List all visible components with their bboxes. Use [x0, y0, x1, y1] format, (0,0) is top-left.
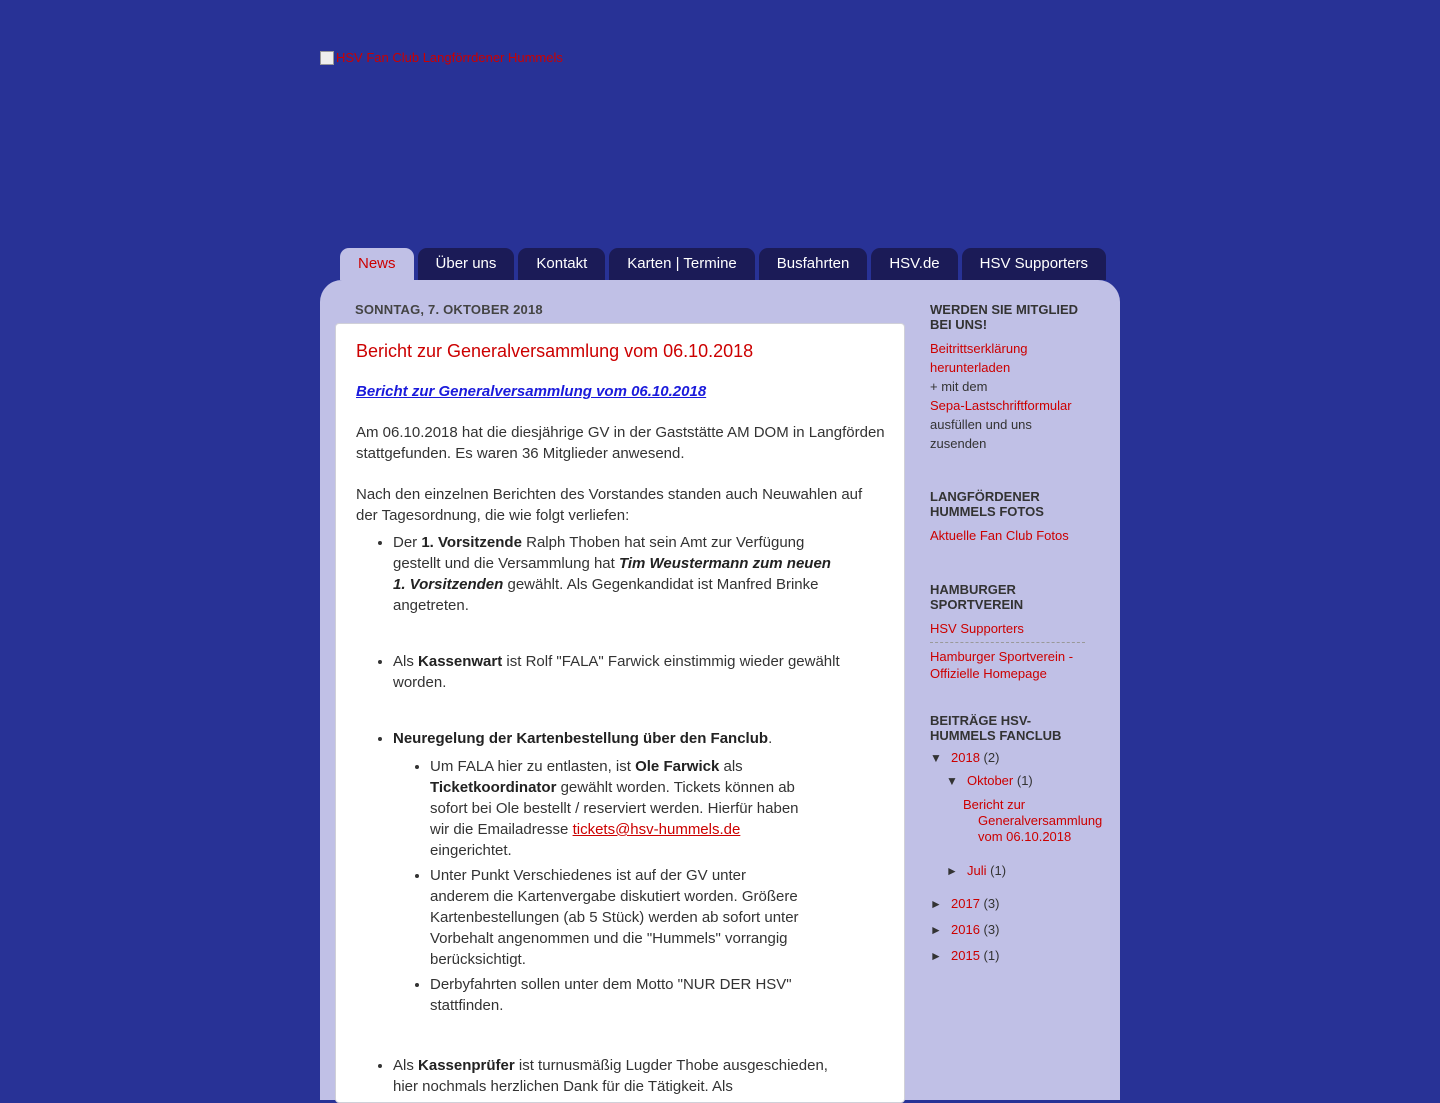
archive-year-2016: ► 2016 (3) — [930, 917, 1090, 943]
archive-year-link[interactable]: 2017 — [951, 896, 980, 911]
list-item-chairman: • Der 1. Vorsitzende Ralph Thoben hat sein Amt zur Verfügung gestellt und die Versammlung hat Tim Weustermann zum neuen 1. Vorsitzenden gewählt. Als Gegenkandidat ist Manfred Brinke angetreten. — [393, 532, 843, 616]
expand-toggle-icon[interactable]: ► — [946, 864, 958, 878]
archive-month-oktober: ▼ Oktober (1) — [930, 771, 1090, 791]
sidebar-photos — [930, 489, 1090, 545]
blog-post — [335, 323, 905, 1103]
list-item-derby-trips: • Derbyfahrten sollen unter dem Motto "NUR DER HSV" stattfinden. — [430, 974, 800, 1016]
sepa-form-link[interactable]: Sepa-Lastschriftformular — [930, 398, 1072, 413]
post-paragraph-intro: Am 06.10.2018 hat die diesjährige GV in der Gaststätte AM DOM in Langförden stattgefunden. Es waren 36 Mitglieder anwesend. — [356, 424, 885, 462]
post-report-link[interactable]: Bericht zur Generalversammlung vom 06.10.2018 — [356, 383, 707, 400]
tab-kontakt[interactable]: Kontakt — [518, 248, 605, 280]
expand-toggle-icon[interactable]: ► — [930, 923, 942, 937]
list-item-treasurer: • Als Kassenwart ist Rolf "FALA" Farwick einstimmig wieder gewählt worden. — [393, 651, 843, 693]
list-item-ticket-coordinator: • Um FALA hier zu entlasten, ist Ole Farwick als Ticketkoordinator gewählt worden. Tickets können ab sofort bei Ole bestellt / reserviert werden. Hierfür haben wir die Emailadresse tickets@hsv-hummels.de eingerichtet. — [430, 756, 800, 861]
tab-news[interactable]: News — [340, 248, 414, 280]
elections-list — [356, 532, 886, 1097]
membership-heading: WERDEN SIE MITGLIED BEI UNS! — [930, 302, 1079, 332]
list-item-ticket-allocation: • Unter Punkt Verschiedenes ist auf der GV unter anderem die Kartenvergabe diskutiert worden. Größere Kartenbestellungen (ab 5 Stück) werden ab sofort unter Vorbehalt angenommen und die "Hummels" vorrangig berücksichtigt. — [430, 865, 800, 970]
post-paragraph-elections: Nach den einzelnen Berichten des Vorstandes standen auch Neuwahlen auf der Tagesordnung, die wie folgt verliefen: — [356, 486, 863, 524]
tab-hsv-de[interactable]: HSV.de — [871, 248, 957, 280]
archive-post-link[interactable]: Bericht zur Generalversammlung vom 06.10.2018 — [963, 797, 1103, 844]
post-title[interactable]: Bericht zur Generalversammlung vom 06.10.2018 — [356, 341, 754, 361]
list-item-ticket-rules: • Neuregelung der Kartenbestellung über den Fanclub. • Um FALA hier zu entlasten, ist Ole Farwick als Ticketkoordinator gewählt worden. Tickets können ab sofort bei Ole bestellt / reserviert werden. Hierfür haben wir die Emailadresse tickets@hsv-hummels.de eingerichtet. • Unter Punkt Verschiedenes ist auf der GV unter anderem die Kartenvergabe diskutiert worden. Größere Kartenbestellungen (ab 5 Stück) werden ab sofort unter Vorbehalt angenommen und die "Hummels" vorrangig berücksichtigt. • Derbyfahrten sollen unter dem Motto "NUR DER HSV" stattfinden. — [393, 728, 843, 1016]
tickets-email-link[interactable]: tickets@hsv-hummels.de — [572, 821, 741, 838]
header-logo-image[interactable] — [320, 50, 563, 65]
tab-karten-termine[interactable]: Karten | Termine — [609, 248, 755, 280]
sidebar-archive — [930, 713, 1103, 969]
archive-year-2017: ► 2017 (3) — [930, 891, 1090, 917]
archive-month-juli: ► Juli (1) — [930, 858, 1090, 884]
expand-toggle-icon[interactable]: ► — [930, 897, 942, 911]
archive-year-link[interactable]: 2015 — [951, 948, 980, 963]
broken-image-icon — [320, 51, 334, 65]
archive-post-item — [930, 797, 1103, 845]
archive-heading: BEITRÄGE HSV-HUMMELS FANCLUB — [930, 713, 1062, 743]
archive-year-2015: ► 2015 (1) — [930, 943, 1090, 969]
main-navigation — [340, 248, 1106, 280]
archive-month-link[interactable]: Juli — [967, 863, 987, 878]
list-item-auditor: • Als Kassenprüfer ist turnusmäßig Lugder Thobe ausgeschieden, hier nochmals herzlichen Dank für die Tätigkeit. Als — [393, 1055, 843, 1097]
hsv-supporters-link[interactable]: HSV Supporters — [930, 621, 1024, 636]
collapse-toggle-icon[interactable]: ▼ — [930, 751, 942, 765]
tab-ueber-uns[interactable]: Über uns — [418, 248, 515, 280]
tab-hsv-supporters[interactable]: HSV Supporters — [962, 248, 1106, 280]
archive-month-link[interactable]: Oktober — [967, 773, 1014, 788]
tab-busfahrten[interactable]: Busfahrten — [759, 248, 868, 280]
hsv-homepage-link[interactable]: Hamburger Sportverein - Offizielle Homepage — [930, 649, 1074, 681]
archive-year-2018: ▼ 2018 (2) — [930, 745, 1090, 771]
sidebar — [930, 302, 1103, 969]
ticket-rules-sublist — [393, 756, 843, 1016]
sidebar-membership: WERDEN SIE MITGLIED BEI UNS! Beitrittserklärung herunterladen + mit dem Sepa-Lastschriftformular ausfüllen und uns zusenden — [930, 302, 1090, 453]
collapse-toggle-icon[interactable]: ▼ — [946, 774, 958, 788]
hsv-heading: HAMBURGER SPORTVEREIN — [930, 582, 1024, 612]
expand-toggle-icon[interactable]: ► — [930, 949, 942, 963]
archive-year-link[interactable]: 2018 — [951, 750, 980, 765]
post-date-header: SONNTAG, 7. OKTOBER 2018 — [355, 302, 543, 317]
photos-heading: LANGFÖRDENER HUMMELS FOTOS — [930, 489, 1044, 519]
archive-year-link[interactable]: 2016 — [951, 922, 980, 937]
header-image-alt-text: HSV Fan Club Langförrdener Hummels — [336, 50, 563, 65]
fan-club-photos-link[interactable]: Aktuelle Fan Club Fotos — [930, 528, 1069, 543]
membership-form-link[interactable]: Beitrittserklärung herunterladen — [930, 341, 1028, 375]
sidebar-hsv-links — [930, 582, 1090, 682]
